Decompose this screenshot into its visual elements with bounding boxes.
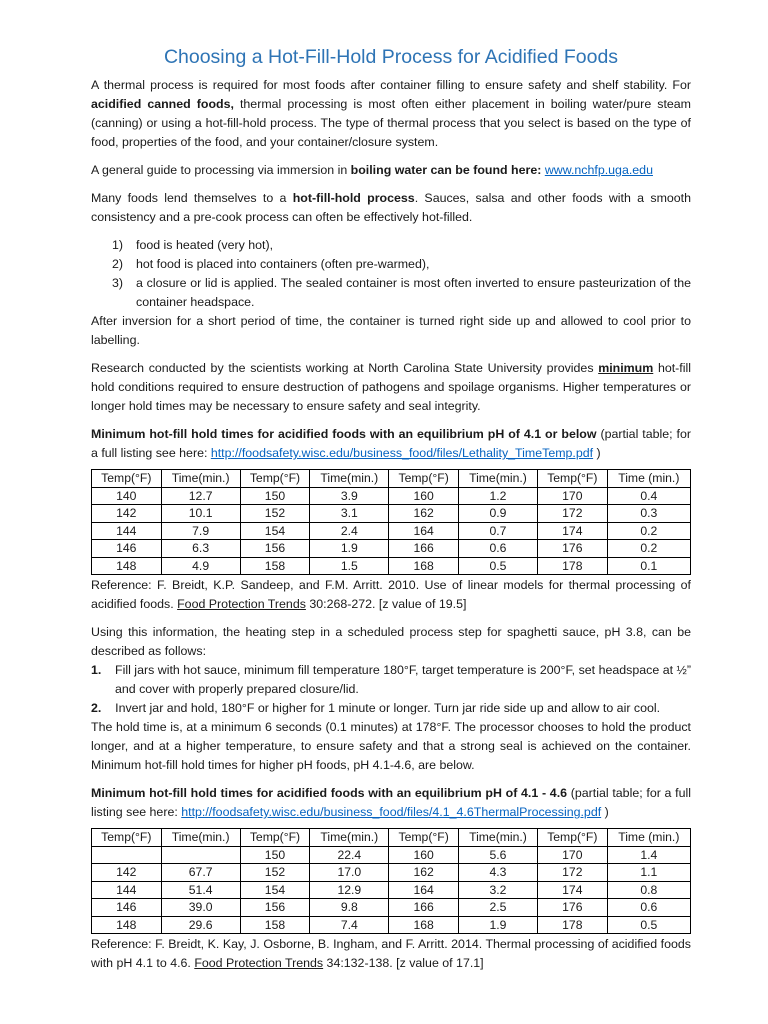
intro-paragraph: A thermal process is required for most foods after container filling to ensure safety and shelf stability. For acidified canned foods, thermal processing is most often either placement in boiling water/pure steam (canning) or using a hot-fill-hold process. The type of thermal process that you select is based on the type of food, properties of the food, and your container/closure system. <box>91 78 691 149</box>
column-header: Temp(°F) <box>389 829 459 847</box>
table-cell: 1.9 <box>458 916 537 934</box>
table-cell: 1.4 <box>607 846 690 864</box>
table1-reference: Reference: F. Breidt, K.P. Sandeep, and F.M. Arritt. 2010. Use of linear models for thermal processing of acidified foods. Food Protection Trends 30:268-272. [z value of 19.5] <box>91 578 691 611</box>
table-cell: 1.2 <box>458 487 537 505</box>
table-cell: 0.7 <box>458 522 537 540</box>
column-header: Temp(°F) <box>240 829 310 847</box>
column-header: Time (min.) <box>607 470 690 488</box>
table-cell: 150 <box>240 487 310 505</box>
table-cell: 156 <box>240 540 310 558</box>
table-cell: 164 <box>389 881 459 899</box>
table-cell: 3.1 <box>310 505 389 523</box>
table-cell: 3.2 <box>458 881 537 899</box>
table-cell: 29.6 <box>161 916 240 934</box>
table-cell: 154 <box>240 522 310 540</box>
table2-reference: Reference: F. Breidt, K. Kay, J. Osborne, B. Ingham, and F. Arritt. 2014. Thermal processing of acidified foods with pH 4.1 to 4.6. Food Protection Trends 34:132-138. [z value of 17.1] <box>91 937 691 970</box>
thermal-processing-pdf-link[interactable]: http://foodsafety.wisc.edu/business_food/files/4.1_4.6ThermalProcessing.pdf <box>181 805 602 819</box>
table-cell: 176 <box>538 540 608 558</box>
table-cell: 0.6 <box>607 899 690 917</box>
table-cell: 144 <box>92 881 162 899</box>
table-cell: 22.4 <box>310 846 389 864</box>
column-header: Time(min.) <box>458 829 537 847</box>
column-header: Temp(°F) <box>389 470 459 488</box>
list-item: 1. Fill jars with hot sauce, minimum fill temperature 180°F, target temperature is 200°F, set headspace at ½” and cover with properly prepared closure/lid. <box>91 663 691 696</box>
table-cell: 168 <box>389 916 459 934</box>
table-cell: 1.5 <box>310 557 389 575</box>
table-cell: 150 <box>240 846 310 864</box>
table-cell: 154 <box>240 881 310 899</box>
table-cell: 148 <box>92 916 162 934</box>
table-cell: 144 <box>92 522 162 540</box>
column-header: Time(min.) <box>310 470 389 488</box>
table-cell: 140 <box>92 487 162 505</box>
table-cell: 39.0 <box>161 899 240 917</box>
list-item: 1) food is heated (very hot), <box>112 238 274 252</box>
table-cell: 148 <box>92 557 162 575</box>
table-row <box>92 864 691 882</box>
table-cell: 162 <box>389 505 459 523</box>
column-header: Time(min.) <box>161 470 240 488</box>
table-cell: 51.4 <box>161 881 240 899</box>
nchfp-link[interactable]: www.nchfp.uga.edu <box>544 163 653 177</box>
table1-caption: Minimum hot-fill hold times for acidified foods with an equilibrium pH of 4.1 or below (partial table; for a full listing see here: http://foodsafety.wisc.edu/business_food/files/Lethality_TimeTemp.pdf ) <box>91 427 691 460</box>
spaghetti-steps-list <box>91 661 691 699</box>
table-header-row <box>92 829 691 847</box>
table-cell: 0.8 <box>607 881 690 899</box>
table-cell: 172 <box>538 864 608 882</box>
table-cell: 166 <box>389 899 459 917</box>
table-cell: 0.2 <box>607 522 690 540</box>
table-cell: 172 <box>538 505 608 523</box>
table-cell: 1.1 <box>607 864 690 882</box>
table-row <box>92 899 691 917</box>
column-header: Temp(°F) <box>92 470 162 488</box>
table-cell <box>161 846 240 864</box>
spaghetti-intro: Using this information, the heating step in a scheduled process step for spaghetti sauce, pH 3.8, can be described as follows: <box>91 625 691 658</box>
table-header-row <box>92 470 691 488</box>
table-cell: 158 <box>240 916 310 934</box>
column-header: Temp(°F) <box>538 470 608 488</box>
table-cell: 146 <box>92 540 162 558</box>
table-cell: 160 <box>389 487 459 505</box>
table-cell: 12.9 <box>310 881 389 899</box>
table-cell: 0.5 <box>607 916 690 934</box>
table-cell: 2.5 <box>458 899 537 917</box>
hold-time-paragraph: The hold time is, at a minimum 6 seconds (0.1 minutes) at 178°F. The processor chooses to hold the product longer, and at a higher temperature, to ensure safety and that a strong seal is achieved on the container. Minimum hot-fill hold times for higher pH foods, pH 4.1-4.6, are below. <box>91 720 691 772</box>
list-item: 2) hot food is placed into containers (often pre-warmed), <box>112 257 430 271</box>
table-cell: 142 <box>92 505 162 523</box>
table-cell <box>92 846 162 864</box>
table-cell: 160 <box>389 846 459 864</box>
column-header: Temp(°F) <box>538 829 608 847</box>
table-cell: 152 <box>240 505 310 523</box>
table-cell: 0.4 <box>607 487 690 505</box>
table-cell: 178 <box>538 916 608 934</box>
table-row <box>92 505 691 523</box>
table-cell: 3.9 <box>310 487 389 505</box>
column-header: Time(min.) <box>310 829 389 847</box>
table-cell: 156 <box>240 899 310 917</box>
table-row <box>92 522 691 540</box>
table-cell: 0.2 <box>607 540 690 558</box>
table-cell: 6.3 <box>161 540 240 558</box>
table-cell: 164 <box>389 522 459 540</box>
table-cell: 174 <box>538 522 608 540</box>
column-header: Time(min.) <box>458 470 537 488</box>
table-cell: 152 <box>240 864 310 882</box>
hold-times-table-ph41-46 <box>91 828 691 934</box>
table-cell: 4.3 <box>458 864 537 882</box>
hold-times-table-ph41 <box>91 469 691 575</box>
table-row <box>92 557 691 575</box>
table-cell: 10.1 <box>161 505 240 523</box>
table-cell: 4.9 <box>161 557 240 575</box>
table-cell: 166 <box>389 540 459 558</box>
column-header: Temp(°F) <box>92 829 162 847</box>
table-cell: 9.8 <box>310 899 389 917</box>
boiling-water-paragraph: A general guide to processing via immersion in boiling water can be found here: www.nchfp.uga.edu <box>91 163 653 177</box>
list-item: 3) a closure or lid is applied. The sealed container is most often inverted to ensure pasteurization of the container headspace. <box>112 276 691 309</box>
after-inversion-paragraph: After inversion for a short period of time, the container is turned right side up and allowed to cool prior to labelling. <box>91 314 691 347</box>
table-cell: 7.9 <box>161 522 240 540</box>
table-row <box>92 540 691 558</box>
column-header: Temp(°F) <box>240 470 310 488</box>
table-cell: 0.1 <box>607 557 690 575</box>
table-cell: 146 <box>92 899 162 917</box>
table-cell: 176 <box>538 899 608 917</box>
table-cell: 0.9 <box>458 505 537 523</box>
table2-caption: Minimum hot-fill hold times for acidified foods with an equilibrium pH of 4.1 - 4.6 (partial table; for a full listing see here: http://foodsafety.wisc.edu/business_food/files/4.1_4.6ThermalProcessing.pdf ) <box>91 786 691 819</box>
table-cell: 0.5 <box>458 557 537 575</box>
table-row <box>92 846 691 864</box>
table-cell: 0.3 <box>607 505 690 523</box>
column-header: Time(min.) <box>161 829 240 847</box>
table-cell: 170 <box>538 846 608 864</box>
table-cell: 162 <box>389 864 459 882</box>
document-title: Choosing a Hot-Fill-Hold Process for Acidified Foods <box>163 46 619 68</box>
table-cell: 2.4 <box>310 522 389 540</box>
spaghetti-step2: 2. Invert jar and hold, 180°F or higher for 1 minute or longer. Turn jar ride side up and allow to air cool. <box>91 701 661 715</box>
table-cell: 1.9 <box>310 540 389 558</box>
column-header: Time (min.) <box>607 829 690 847</box>
lethality-pdf-link[interactable]: http://foodsafety.wisc.edu/business_food/files/Lethality_TimeTemp.pdf <box>210 446 594 460</box>
research-paragraph: Research conducted by the scientists working at North Carolina State University provides minimum hot-fill hold conditions required to ensure destruction of pathogens and spoilage organisms. Higher temperatures or longer hold times may be necessary to ensure safety and seal integrity. <box>91 361 691 413</box>
table-cell: 142 <box>92 864 162 882</box>
table-cell: 170 <box>538 487 608 505</box>
table-cell: 12.7 <box>161 487 240 505</box>
table-cell: 174 <box>538 881 608 899</box>
hot-fill-paragraph: Many foods lend themselves to a hot-fill-hold process. Sauces, salsa and other foods with a smooth consistency and a pre-cook process can often be effectively hot-filled. <box>91 191 692 224</box>
table-cell: 158 <box>240 557 310 575</box>
table-cell: 5.6 <box>458 846 537 864</box>
table-row <box>92 487 691 505</box>
table-cell: 7.4 <box>310 916 389 934</box>
table-row <box>92 881 691 899</box>
table-row <box>92 916 691 934</box>
table-cell: 17.0 <box>310 864 389 882</box>
hot-fill-steps-list <box>91 236 691 312</box>
table-cell: 168 <box>389 557 459 575</box>
table-cell: 178 <box>538 557 608 575</box>
table-cell: 0.6 <box>458 540 537 558</box>
table-cell: 67.7 <box>161 864 240 882</box>
